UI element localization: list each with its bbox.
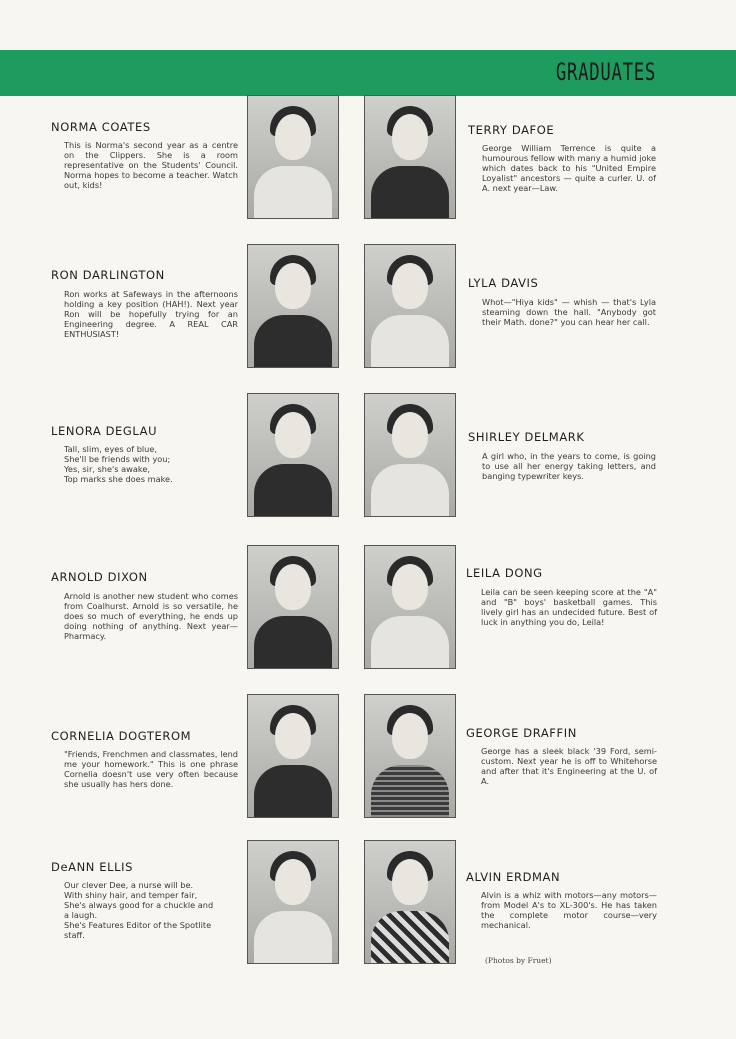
graduate-photo <box>364 545 456 669</box>
graduate-bio: Arnold is another new student who comes from Coalhurst. Arnold is so versatile, he does so much of everything, he ends up doing nothing of anything. Next year—Pharmacy. <box>64 591 238 641</box>
graduate-bio: Ron works at Safeways in the afternoons holding a key position (HAH!). Next year Ron will be hopefully trying for an Engineering degree. A REAL CAR ENTHUSIAST! <box>64 289 238 339</box>
graduate-name: LENORA DEGLAU <box>51 424 158 438</box>
graduate-photo <box>364 393 456 517</box>
graduate-name: RON DARLINGTON <box>51 268 165 282</box>
graduate-bio: Our clever Dee, a nurse will be. With shiny hair, and temper fair, She's always good for a chuckle and a laugh. She's Features Editor of the Spotlite staff. <box>64 880 214 940</box>
graduate-name: CORNELIA DOGTEROM <box>51 729 192 743</box>
graduate-bio: Alvin is a whiz with motors—any motors—from Model A's to XL-300's. He has taken the complete motor course—very mechanical. <box>481 890 657 930</box>
graduate-name: LEILA DONG <box>466 566 543 580</box>
graduate-photo <box>247 95 339 219</box>
graduate-photo <box>247 545 339 669</box>
graduate-photo <box>364 244 456 368</box>
graduate-bio: A girl who, in the years to come, is going to use all her energy taking letters, and banging typewriter keys. <box>482 451 656 481</box>
graduate-bio: George William Terrence is quite a humourous fellow with many a humid joke which dates back to his "United Empire Loyalist" ancestors — quite a curler. U. of A. next year—Law. <box>482 143 657 193</box>
graduate-bio: Tall, slim, eyes of blue, She'll be friends with you; Yes, sir, she's awake, Top marks she does make. <box>64 444 173 484</box>
graduate-name: LYLA DAVIS <box>468 276 539 290</box>
graduate-name: ARNOLD DIXON <box>51 570 148 584</box>
graduate-name: NORMA COATES <box>51 120 151 134</box>
graduate-name: SHIRLEY DELMARK <box>468 430 585 444</box>
graduate-photo <box>364 694 456 818</box>
graduate-photo <box>364 95 456 219</box>
graduate-photo <box>247 244 339 368</box>
graduate-name: DeANN ELLIS <box>51 860 134 874</box>
section-banner <box>0 50 736 96</box>
graduate-photo <box>247 393 339 517</box>
graduate-bio: George has a sleek black '39 Ford, semi-custom. Next year he is off to Whitehorse and after that it's Engineering at the U. of A. <box>481 746 657 786</box>
graduate-photo <box>247 840 339 964</box>
graduate-bio: Whot—"Hiya kids" — whish — that's Lyla steaming down the hall. "Anybody got their Math. done?" you can hear her call. <box>482 297 656 327</box>
graduate-photo <box>364 840 456 964</box>
graduate-name: TERRY DAFOE <box>468 123 555 137</box>
graduate-name: GEORGE DRAFFIN <box>466 726 577 740</box>
graduate-bio: This is Norma's second year as a centre on the Clippers. She is a room representative on the Students' Council. Norma hopes to become a teacher. Watch out, kids! <box>64 140 238 190</box>
photo-credit: (Photos by Fruet) <box>485 956 552 965</box>
graduate-photo <box>247 694 339 818</box>
graduate-bio: "Friends, Frenchmen and classmates, lend me your homework." This is one phrase Cornelia doesn't use very often because she usually has hers done. <box>64 749 238 789</box>
graduate-name: ALVIN ERDMAN <box>466 870 561 884</box>
graduate-bio: Leila can be seen keeping score at the "A" and "B" boys' basketball games. This lively girl has an undecided future. Best of luck in anything you do, Leila! <box>481 587 657 627</box>
section-title: GRADUATES <box>555 58 656 86</box>
